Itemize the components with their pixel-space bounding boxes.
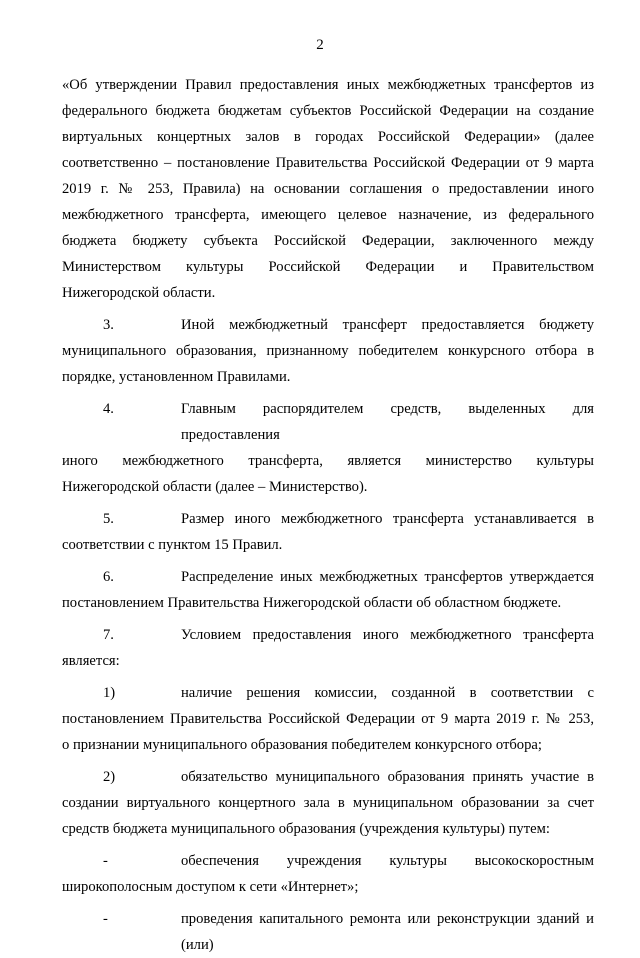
- item-text: наличие решения комиссии, созданной в соответствии с: [181, 685, 594, 701]
- list-item: [62, 506, 594, 558]
- item-marker: -: [103, 853, 108, 869]
- text-line: соответствии с пунктом 15 Правил.: [62, 537, 283, 553]
- item-text: Условием предоставления иного межбюджетного трансферта: [181, 627, 594, 643]
- item-marker: 1): [103, 685, 116, 701]
- text-line: бюджета бюджету субъекта Российской Федерации, заключенного между: [62, 233, 594, 249]
- item-marker: 2): [103, 769, 116, 785]
- list-item: [62, 848, 594, 900]
- text-line: федерального бюджета бюджетам субъектов Российской Федерации на создание: [62, 103, 594, 119]
- text-line: средств бюджета муниципального образования (учреждения культуры) путем:: [62, 821, 550, 837]
- text-line: является:: [62, 653, 120, 669]
- list-item: [62, 564, 594, 616]
- list-item: [62, 764, 594, 842]
- item-marker: -: [103, 911, 108, 927]
- item-text: проведения капитального ремонта или реконструкции зданий и (или): [181, 911, 594, 953]
- item-marker: 4.: [103, 401, 114, 417]
- document-body: [62, 72, 594, 958]
- numbered-items: [62, 312, 594, 958]
- item-text: Распределение иных межбюджетных трансфертов утверждается: [181, 569, 594, 585]
- text-line: создании виртуального концертного зала в муниципальном образовании за счет: [62, 795, 594, 811]
- text-line: порядке, установленном Правилами.: [62, 369, 291, 385]
- list-item: [62, 396, 594, 500]
- list-item: [62, 906, 594, 958]
- item-text: обязательство муниципального образования принять участие в: [181, 769, 594, 785]
- item-text: Иной межбюджетный трансферт предоставляется бюджету: [181, 317, 594, 333]
- text-line: Нижегородской области.: [62, 285, 216, 301]
- text-line: Министерством культуры Российской Федерации и Правительством: [62, 259, 594, 275]
- list-item: [62, 622, 594, 674]
- text-line: межбюджетного трансферта, имеющего целевое назначение, из федерального: [62, 207, 594, 223]
- item-marker: 5.: [103, 511, 114, 527]
- item-text: Размер иного межбюджетного трансферта устанавливается в: [181, 511, 594, 527]
- item-marker: 6.: [103, 569, 114, 585]
- item-marker: 3.: [103, 317, 114, 333]
- page-number: 2: [316, 37, 324, 53]
- text-line: «Об утверждении Правил предоставления иных межбюджетных трансфертов из: [62, 77, 594, 93]
- text-line: 2019 г. № 253, Правила) на основании соглашения о предоставлении иного: [62, 181, 594, 197]
- intro-paragraph: [62, 72, 594, 306]
- text-line: широкополосным доступом к сети «Интернет»;: [62, 879, 359, 895]
- text-line: виртуальных концертных залов в городах Российской Федерации» (далее: [62, 129, 594, 145]
- list-item: [62, 312, 594, 390]
- text-line: постановлением Правительства Российской Федерации от 9 марта 2019 г. № 253,: [62, 711, 594, 727]
- text-line: муниципального образования, признанному победителем конкурсного отбора в: [62, 343, 594, 359]
- text-line: Нижегородской области (далее – Министерство).: [62, 479, 368, 495]
- item-text: обеспечения учреждения культуры высокоскоростным: [181, 853, 594, 869]
- item-text: Главным распорядителем средств, выделенных для предоставления: [181, 401, 594, 443]
- text-line: о признании муниципального образования победителем конкурсного отбора;: [62, 737, 542, 753]
- text-line: соответственно – постановление Правительства Российской Федерации от 9 марта: [62, 155, 594, 171]
- list-item: [62, 680, 594, 758]
- text-line: постановлением Правительства Нижегородской области об областном бюджете.: [62, 595, 562, 611]
- item-marker: 7.: [103, 627, 114, 643]
- text-line: иного межбюджетного трансферта, является министерство культуры: [62, 453, 594, 469]
